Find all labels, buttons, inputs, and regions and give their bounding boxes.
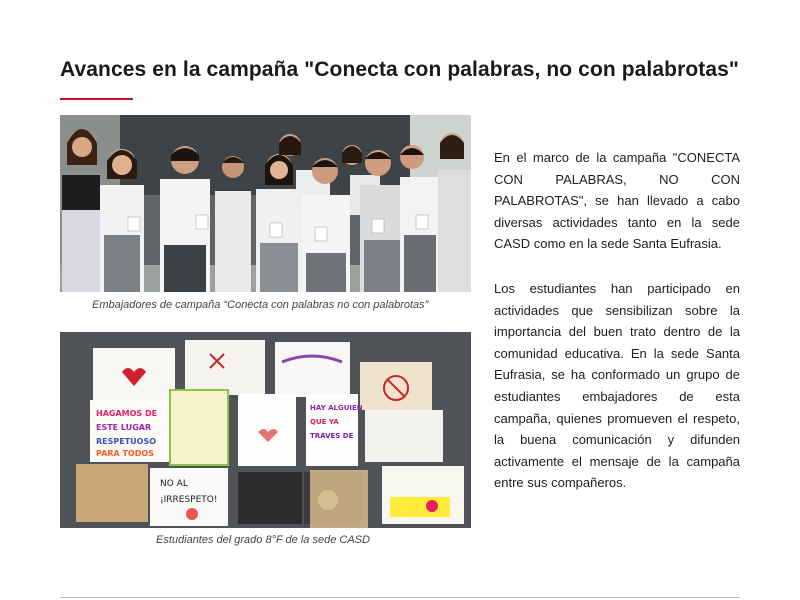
figure-caption-2: Estudiantes del grado 8°F de la sede CASD	[156, 534, 370, 546]
body-paragraph-1: En el marco de la campaña "CONECTA CON PALABRAS, NO CON PALABROTAS", se han llevado a cabo diversas actividades tanto en la sede CASD como en la sede Santa Eufrasia.	[494, 150, 740, 252]
figure-caption-1: Embajadores de campaña “Conecta con palabras no con palabrotas”	[92, 299, 429, 311]
svg-text:RESPETUOSO: RESPETUOSO	[96, 437, 157, 446]
svg-text:HAY ALGUIEN: HAY ALGUIEN	[310, 404, 363, 412]
title-underline	[60, 98, 133, 100]
article-title: Avances en la campaña "Conecta con palabras, no con palabrotas"	[60, 58, 739, 81]
ambassadors-photo	[60, 115, 471, 292]
posters-photo	[60, 332, 471, 528]
body-paragraph-2: Los estudiantes han participado en actividades que sensibilizan sobre la importancia del buen trato dentro de la comunidad educativa. En la sede Santa Eufrasia, se ha conformado un grupo de estudiantes embajadores de esta campaña, quienes promueven el respeto, la buena comunicación y difunden activamente el mensaje de la campaña entre sus compañeros.	[494, 281, 740, 491]
svg-text:PARA TODOS: PARA TODOS	[96, 449, 154, 458]
svg-text:TRAVES DE: TRAVES DE	[310, 432, 354, 440]
footer-divider	[60, 597, 740, 598]
svg-text:QUE YA: QUE YA	[310, 418, 339, 426]
svg-text:ESTE LUGAR: ESTE LUGAR	[96, 423, 152, 432]
svg-text:¡IRRESPETO!: ¡IRRESPETO!	[160, 495, 218, 505]
svg-text:HAGAMOS DE: HAGAMOS DE	[96, 409, 158, 418]
svg-text:NO AL: NO AL	[160, 479, 188, 489]
